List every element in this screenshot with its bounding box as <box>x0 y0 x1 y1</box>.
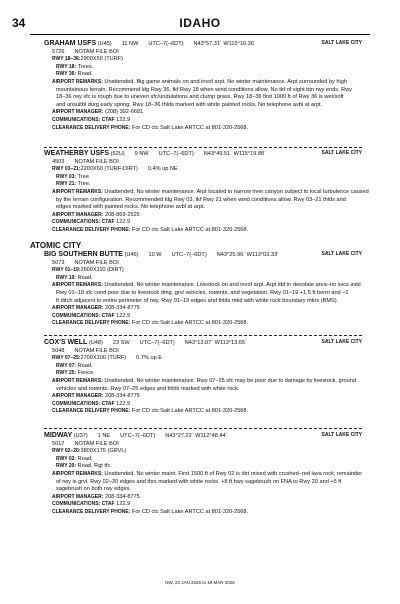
manager-phone: 208-869-2525 <box>104 211 140 218</box>
airport-name: WEATHERBY USFS <box>44 150 110 157</box>
clearance-label: CLEARANCE DELIVERY PHONE: <box>52 408 131 415</box>
runway-end-line <box>44 363 362 371</box>
airport-coordinates: N43°13.07´ W113°13.65´ <box>184 340 247 346</box>
artcc-city: SALT LAKE CITY <box>321 40 362 46</box>
notam-file: NOTAM FILE BOI <box>74 158 119 165</box>
runway-label: RWY 03–21: <box>52 166 81 173</box>
runway-end-line <box>44 463 362 471</box>
airport-name: MIDWAY <box>44 432 73 439</box>
runway-dimensions: 3800X175 (GRVL) <box>80 448 127 455</box>
remarks-text: vehicles and rodents. Rwy 07–25 edges and thlds marked with white rock. <box>56 385 240 392</box>
manager-phone: 208-334-8775 <box>104 305 140 312</box>
manager-line <box>44 494 362 502</box>
entry-separator <box>44 147 362 148</box>
remarks-text: edges marked with painted rocks. No telephone avbl at arpt. <box>56 204 205 211</box>
runway-label: RWY 18–36: <box>52 56 81 63</box>
remarks-line <box>44 197 362 205</box>
remarks-line <box>44 282 362 290</box>
runway-end-label: RWY 02: <box>56 455 77 462</box>
runway-line <box>44 355 362 363</box>
ctaf-frequency: 122.9 <box>116 116 131 123</box>
runway-label: RWY 01–19: <box>52 267 81 274</box>
clearance-line <box>44 408 362 416</box>
airport-name: BIG SOUTHERN BUTTE <box>44 251 123 258</box>
remarks-line <box>44 486 362 494</box>
manager-label: AIRPORT MANAGER: <box>52 493 104 500</box>
airport-coordinates: N43°25.96´ W113°03.33´ <box>216 252 279 258</box>
runway-line <box>44 448 362 456</box>
manager-line <box>44 109 362 117</box>
clearance-line <box>44 509 362 517</box>
remarks-text: and unsuitbl durg early spring. Rwy 18–36 thlds marked with white painted rocks. No telephone avbl at arpt. <box>56 101 323 108</box>
remarks-text: by the terrain configuration. Recommended ldg Rwy 03, tkf Rwy 21 when wind conditions allow. Rwy 03–21 thlds and <box>56 196 346 203</box>
airport-coordinates: N43°27.22´ W112°48.44´ <box>165 433 228 439</box>
airport-entry-graham <box>44 40 362 132</box>
clearance-line <box>44 320 362 328</box>
runway-dimensions: 2700X100 (TURF) <box>80 355 127 362</box>
elevation: 5017 <box>52 440 65 447</box>
runway-end-line <box>44 275 362 283</box>
clearance-text: For CD ctc Salt Lake ARTCC at 801-320-2568. <box>131 508 249 515</box>
notam-file: NOTAM FILE BOI <box>74 347 119 354</box>
remarks-text: Unattended. Big game animals on and invof arpt. No winter maintenance. Arpt surrounded by high <box>104 78 347 85</box>
entry-separator <box>44 428 362 429</box>
airport-utc: UTC–7(–6DT) <box>148 41 184 47</box>
elevation-line <box>44 441 362 449</box>
remarks-text: Unattended. No winter maintenance. Livestock on and invof arpt. Arpt ldd in desolate area–no svcs avbl. <box>104 282 363 289</box>
airport-utc: UTC–7(–6DT) <box>120 433 156 439</box>
elevation-line <box>44 49 362 57</box>
airport-id: (U37) <box>73 433 88 439</box>
runway-end-label: RWY 03: <box>56 173 77 180</box>
remarks-line <box>44 479 362 487</box>
manager-label: AIRPORT MANAGER: <box>52 393 104 400</box>
runway-dimensions: 2200X60 (TURF-DIRT) <box>80 166 138 173</box>
runway-end-line <box>44 370 362 378</box>
remarks-text: Unattended. No winter maintenance. Arpt located in narrow river canyon subject to local turbulence caused <box>104 188 369 195</box>
manager-phone: 208-334-8775 <box>104 493 140 500</box>
airport-entry-midway <box>44 432 362 517</box>
communications-line <box>44 501 362 509</box>
airport-header-line <box>44 432 362 441</box>
remarks-text: ft ditch adjacent to entire perimeter of rwy. Rwy 01–19 edges and thlds mkd with white rock boundary mkrs (BMS). <box>56 297 339 304</box>
runway-end-label: RWY 18: <box>56 63 77 70</box>
runway-end-value: Road. <box>77 274 93 281</box>
airport-coordinates: N43°57.31´ W115°16.36´ <box>193 41 256 47</box>
remarks-line <box>44 188 369 197</box>
clearance-text: For CD ctc Salt Lake ARTCC at 801-320-2568. <box>131 320 249 327</box>
remarks-line <box>44 386 362 394</box>
runway-dimensions: 2600X110 (DIRT) <box>80 267 124 274</box>
runway-end-label: RWY 19: <box>56 274 77 281</box>
runway-line <box>44 166 362 174</box>
runway-end-label: RWY 07: <box>56 362 77 369</box>
runway-gradient: 0.7% up E <box>136 355 162 362</box>
remarks-text: Unattended. No winter maintenance. Rwy 07–25 sfc may be poor due to damage by livestock, ground <box>104 377 356 384</box>
runway-end-label: RWY 20: <box>56 463 77 470</box>
airport-coordinates: N43°49.51´ W115°19.88´ <box>203 151 266 157</box>
effective-dates-footer: NW, 22 JAN 2026 to 19 MAR 2026 <box>165 580 235 585</box>
airport-header-line <box>44 251 362 260</box>
runway-end-value: Trees. <box>77 63 94 70</box>
elevation: 4503 <box>52 158 65 165</box>
manager-line <box>44 305 362 313</box>
elevation-line <box>44 260 362 268</box>
runway-end-value: Tree. <box>77 181 91 188</box>
runway-end-value: Fence. <box>77 370 95 377</box>
airport-distance: 9 NW <box>134 151 149 157</box>
remarks-line <box>44 298 362 306</box>
runway-end-value: Road. <box>77 71 93 78</box>
runway-dimensions: 2900X50 (TURF) <box>80 56 124 63</box>
remarks-text: of rwy is grvl. Rwy 02–20 edges and thrs marked with white rocks. +8 ft hwy sagebrush on FNA to Rwy 20 and +5 ft <box>56 478 342 485</box>
runway-end-line <box>44 181 362 189</box>
remarks-line <box>44 94 362 102</box>
elevation: 5048 <box>52 347 65 354</box>
airport-id: (U45) <box>97 41 112 47</box>
remarks-label: AIRPORT REMARKS: <box>52 377 103 384</box>
airport-header-line <box>44 150 362 159</box>
clearance-label: CLEARANCE DELIVERY PHONE: <box>52 226 131 233</box>
manager-label: AIRPORT MANAGER: <box>52 109 104 116</box>
airport-id: (U46) <box>124 252 139 258</box>
runway-end-label: RWY 25: <box>56 370 77 377</box>
airport-id: (52U) <box>110 151 125 157</box>
remarks-text: Rwy 01–19 sfc cond poor due to livestock dmg, grvl vehicles, rodents, and vegetation. Rwy 01–19 +1.5 ft berm and –1 <box>56 289 349 296</box>
manager-phone: (208) 392-6681 <box>104 109 144 116</box>
manager-line <box>44 212 362 220</box>
runway-label: RWY 02–20: <box>52 448 81 455</box>
airport-header-line <box>44 40 362 49</box>
clearance-text: For CD ctc Salt Lake ARTCC at 801-320-2568. <box>131 226 249 233</box>
communications-line <box>44 313 362 321</box>
ctaf-frequency: 122.9 <box>116 501 131 508</box>
state-title: IDAHO <box>179 16 221 30</box>
runway-end-line <box>44 71 362 79</box>
remarks-line <box>44 471 362 479</box>
ctaf-frequency: 122.9 <box>116 400 131 407</box>
communications-label: COMMUNICATIONS: CTAF <box>52 219 115 226</box>
communications-label: COMMUNICATIONS: CTAF <box>52 501 115 508</box>
artcc-city: SALT LAKE CITY <box>321 251 362 257</box>
airport-distance: 1 NE <box>97 433 111 439</box>
notam-file: NOTAM FILE BOI <box>74 48 119 55</box>
airport-entry-big-southern-butte <box>44 251 362 328</box>
manager-label: AIRPORT MANAGER: <box>52 305 104 312</box>
communications-label: COMMUNICATIONS: CTAF <box>52 312 115 319</box>
remarks-line <box>44 87 362 95</box>
remarks-label: AIRPORT REMARKS: <box>52 282 103 289</box>
runway-end-line <box>44 456 362 464</box>
airport-entry-coxs-well <box>44 339 362 416</box>
runway-end-label: RWY 36: <box>56 71 77 78</box>
page-number: 34 <box>12 16 26 30</box>
runway-end-line <box>44 174 362 182</box>
runway-gradient: 0.4% up NE <box>147 166 178 173</box>
runway-line <box>44 267 362 275</box>
remarks-label: AIRPORT REMARKS: <box>52 188 103 195</box>
notam-file: NOTAM FILE BOI <box>74 259 119 266</box>
airport-distance: 23 SW <box>112 340 130 346</box>
notam-file: NOTAM FILE BOI <box>74 440 119 447</box>
runway-end-value: Road. <box>77 362 93 369</box>
runway-end-label: RWY 21: <box>56 181 77 188</box>
artcc-city: SALT LAKE CITY <box>321 150 362 156</box>
manager-phone: 208-334-8775 <box>104 393 140 400</box>
airport-utc: UTC–7(–6DT) <box>171 252 207 258</box>
remarks-label: AIRPORT REMARKS: <box>52 470 103 477</box>
communications-line <box>44 117 362 125</box>
remarks-line <box>44 102 362 110</box>
airport-distance: 10 W <box>148 252 162 258</box>
manager-label: AIRPORT MANAGER: <box>52 211 104 218</box>
airport-utc: UTC–7(–6DT) <box>139 340 175 346</box>
ctaf-frequency: 122.9 <box>116 312 131 319</box>
airport-distance: 11 NW <box>121 41 139 47</box>
runway-end-line <box>44 64 362 72</box>
entry-separator <box>44 335 362 336</box>
clearance-text: For CD ctc Salt Lake ARTCC at 801-320-2568. <box>131 408 249 415</box>
airport-utc: UTC–7(–6DT) <box>158 151 194 157</box>
clearance-line <box>44 227 362 235</box>
elevation: 5726 <box>52 48 65 55</box>
clearance-text: For CD ctc Salt Lake ARTCC at 801-320-2568. <box>131 124 249 131</box>
city-title: ATOMIC CITY <box>30 241 82 250</box>
communications-label: COMMUNICATIONS: CTAF <box>52 116 115 123</box>
remarks-line <box>44 204 362 212</box>
artcc-city: SALT LAKE CITY <box>321 432 362 438</box>
remarks-line <box>44 378 362 386</box>
elevation-line <box>44 348 362 356</box>
communications-line <box>44 401 362 409</box>
runway-label: RWY 07–25: <box>52 355 81 362</box>
remarks-line <box>44 290 362 298</box>
clearance-line <box>44 125 362 133</box>
manager-line <box>44 393 362 401</box>
runway-end-value: Tree. <box>77 173 91 180</box>
remarks-label: AIRPORT REMARKS: <box>52 78 103 85</box>
airport-id: (U48) <box>88 340 103 346</box>
airport-entry-weatherby <box>44 150 369 235</box>
airport-header-line <box>44 339 362 348</box>
communications-label: COMMUNICATIONS: CTAF <box>52 400 115 407</box>
airport-name: GRAHAM USFS <box>44 40 97 47</box>
remarks-line <box>44 79 362 87</box>
clearance-label: CLEARANCE DELIVERY PHONE: <box>52 124 131 131</box>
remarks-text: mountainous terrain. Recommend ldg Rwy 36, tkf Rwy 18 when wind conditions allow. No tkf of sight btn rwy ends. Rwy <box>56 86 352 93</box>
airport-name: COX'S WELL <box>44 339 88 346</box>
runway-end-value: Road. Rgt tfc. <box>77 463 112 470</box>
clearance-label: CLEARANCE DELIVERY PHONE: <box>52 508 131 515</box>
elevation: 5073 <box>52 259 65 266</box>
remarks-text: Unattended. No winter maint. First 1500 ft of Rwy 02 is dirt mixed with crushed–red lava rock; remainder <box>104 470 363 477</box>
communications-line <box>44 219 362 227</box>
elevation-line <box>44 159 362 167</box>
remarks-text: 18–36 rwy sfc is rough due to uneven sfc/undulations and clump grass. Rwy 18–36 first 1000 ft of Rwy 36 is wet/soft <box>56 94 344 101</box>
ctaf-frequency: 122.9 <box>116 219 131 226</box>
header-rule <box>30 34 370 35</box>
runway-line <box>44 56 362 64</box>
clearance-label: CLEARANCE DELIVERY PHONE: <box>52 320 131 327</box>
artcc-city: SALT LAKE CITY <box>321 339 362 345</box>
remarks-text: sagebrush on both rwy edges. <box>56 486 131 493</box>
runway-end-value: Road. <box>77 455 93 462</box>
